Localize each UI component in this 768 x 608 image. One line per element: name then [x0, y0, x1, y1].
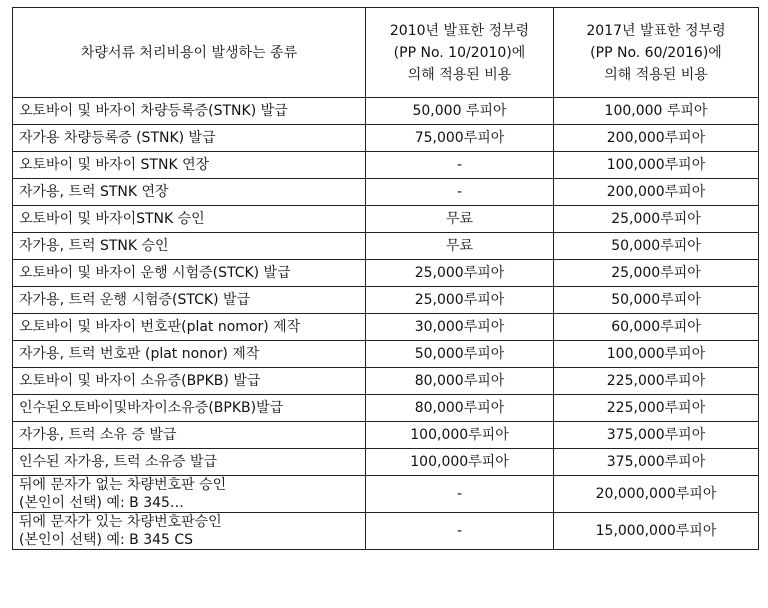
table-row	[13, 422, 759, 449]
row-label: 자가용, 트럭 STNK 승인	[13, 233, 366, 260]
row-label: 오토바이 및 바자이 차량등록증(STNK) 발급	[13, 98, 366, 125]
table-row	[13, 152, 759, 179]
header-category-line: 차량서류 처리비용이 발생하는 종류	[80, 44, 298, 61]
fee-2010: 75,000루피아	[366, 125, 554, 152]
header-category	[13, 8, 366, 98]
fee-2017: 200,000루피아	[554, 125, 759, 152]
header-2017	[554, 8, 759, 98]
row-label	[13, 513, 366, 550]
table-row	[13, 287, 759, 314]
fee-table	[12, 7, 759, 550]
fee-2017: 25,000루피아	[554, 206, 759, 233]
row-label	[13, 476, 366, 513]
header-2010-line: 의해 적용된 비용	[407, 66, 512, 83]
fee-2017: 15,000,000루피아	[554, 513, 759, 550]
table-row	[13, 341, 759, 368]
row-label-line: 뒤에 문자가 있는 차량번호판승인	[19, 514, 222, 530]
fee-2017: 20,000,000루피아	[554, 476, 759, 513]
row-label: 자가용, 트럭 소유 증 발급	[13, 422, 366, 449]
header-2017-line: 의해 적용된 비용	[604, 66, 708, 83]
fee-2017: 225,000루피아	[554, 368, 759, 395]
table-row	[13, 513, 759, 550]
fee-2010: -	[366, 476, 554, 513]
fee-table-container	[12, 7, 758, 550]
row-label: 오토바이 및 바자이STNK 승인	[13, 206, 366, 233]
fee-2017: 375,000루피아	[554, 449, 759, 476]
table-row	[13, 476, 759, 513]
header-2017-line: (PP No. 60/2016)에	[590, 44, 722, 61]
row-label: 오토바이 및 바자이 STNK 연장	[13, 152, 366, 179]
table-row	[13, 233, 759, 260]
row-label: 자가용, 트럭 STNK 연장	[13, 179, 366, 206]
fee-2017: 60,000루피아	[554, 314, 759, 341]
table-row	[13, 125, 759, 152]
fee-2010: 30,000루피아	[366, 314, 554, 341]
row-label: 오토바이 및 바자이 소유증(BPKB) 발급	[13, 368, 366, 395]
row-label: 인수된오토바이및바자이소유증(BPKB)발급	[13, 395, 366, 422]
fee-2010: -	[366, 179, 554, 206]
table-row	[13, 449, 759, 476]
row-label: 인수된 자가용, 트럭 소유증 발급	[13, 449, 366, 476]
fee-2010: -	[366, 152, 554, 179]
fee-2010: 무료	[366, 233, 554, 260]
table-row	[13, 179, 759, 206]
fee-2017: 375,000루피아	[554, 422, 759, 449]
fee-2017: 200,000루피아	[554, 179, 759, 206]
fee-2010: 100,000루피아	[366, 422, 554, 449]
table-row	[13, 98, 759, 125]
table-row	[13, 206, 759, 233]
fee-2017: 25,000루피아	[554, 260, 759, 287]
header-row	[13, 8, 759, 98]
fee-2010: 100,000루피아	[366, 449, 554, 476]
row-label: 자가용, 트럭 번호판 (plat nonor) 제작	[13, 341, 366, 368]
row-label: 자가용 차량등록증 (STNK) 발급	[13, 125, 366, 152]
row-label-line: 뒤에 문자가 없는 차량번호판 승인	[19, 477, 227, 493]
fee-2010: 25,000루피아	[366, 287, 554, 314]
fee-2010: 25,000루피아	[366, 260, 554, 287]
row-label-line: (본인이 선택) 예: B 345 CS	[19, 532, 194, 548]
header-2017-line: 2017년 발표한 정부령	[586, 22, 726, 39]
row-label: 오토바이 및 바자이 번호판(plat nomor) 제작	[13, 314, 366, 341]
fee-2017: 100,000루피아	[554, 152, 759, 179]
row-label: 오토바이 및 바자이 운행 시험증(STCK) 발급	[13, 260, 366, 287]
row-label: 자가용, 트럭 운행 시험증(STCK) 발급	[13, 287, 366, 314]
table-row	[13, 368, 759, 395]
fee-2010: 50,000루피아	[366, 341, 554, 368]
fee-2010: 무료	[366, 206, 554, 233]
fee-2010: 80,000루피아	[366, 368, 554, 395]
header-2010-line: 2010년 발표한 정부령	[389, 22, 530, 39]
fee-2017: 50,000루피아	[554, 233, 759, 260]
header-2010	[366, 8, 554, 98]
fee-2017: 100,000루피아	[554, 341, 759, 368]
fee-2017: 225,000루피아	[554, 395, 759, 422]
table-row	[13, 260, 759, 287]
row-label-line: (본인이 선택) 예: B 345…	[19, 495, 184, 511]
table-row	[13, 395, 759, 422]
fee-2017: 100,000 루피아	[554, 98, 759, 125]
fee-2010: 80,000루피아	[366, 395, 554, 422]
fee-2017: 50,000루피아	[554, 287, 759, 314]
header-2010-line: (PP No. 10/2010)에	[393, 44, 526, 61]
fee-2010: -	[366, 513, 554, 550]
table-row	[13, 314, 759, 341]
fee-2010: 50,000 루피아	[366, 98, 554, 125]
